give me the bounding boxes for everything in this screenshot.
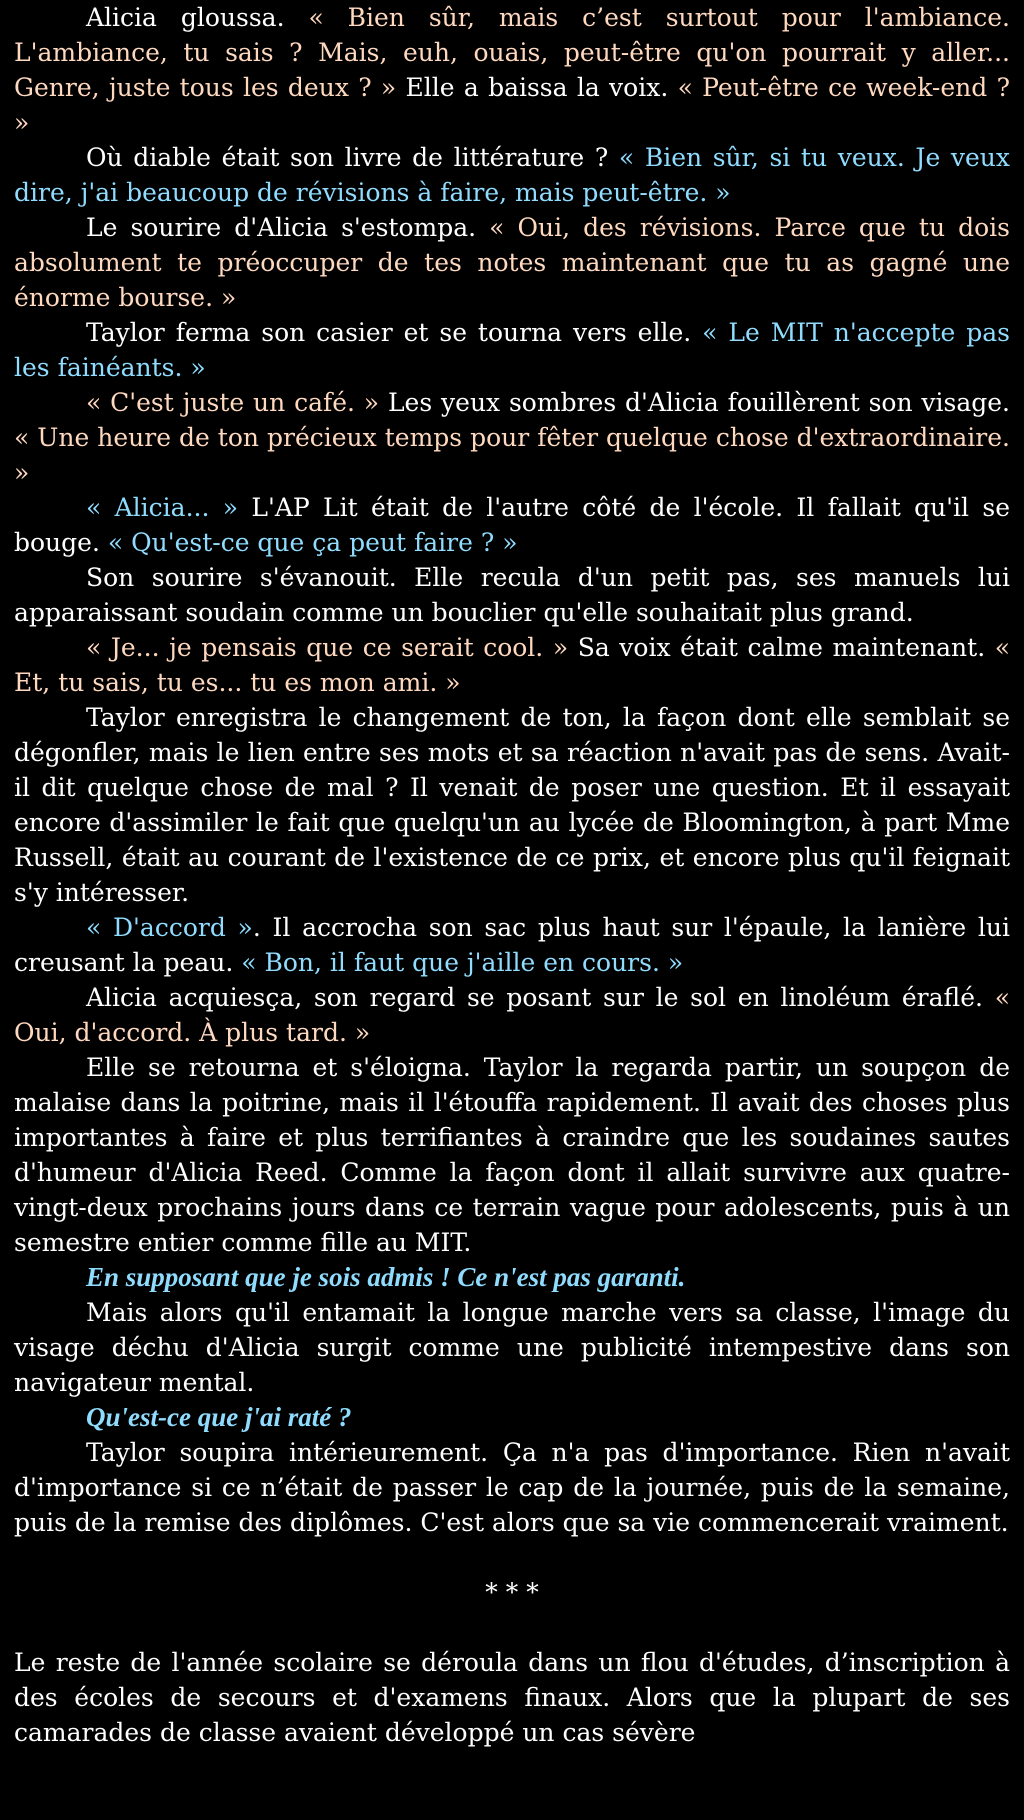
story-paragraph: [14, 140, 1010, 210]
scene-separator: [14, 1575, 1010, 1610]
narration-text: Taylor enregistra le changement de ton, la façon dont elle semblait se dégonfler, mais le lien entre ses mots et sa réaction n'avait pas de sens. Avait-il dit quelque chose de mal ? Il venait de poser une question. Et il essayait encore d'assimiler le fait que quelqu'un au lycée de Bloomington, à part Mme Russell, était au courant de l'existence de ce prix, et encore plus qu'il feignait s'y intéresser.: [14, 703, 1010, 907]
alicia-dialogue: « Oui, d'accord. À plus tard. »: [14, 983, 1010, 1047]
taylor-dialogue: « Alicia... »: [86, 493, 239, 522]
reading-pane: [14, 0, 1010, 1750]
alicia-dialogue: « C'est juste un café. »: [86, 388, 380, 417]
taylor-dialogue: « D'accord »: [86, 913, 253, 942]
alicia-dialogue: « Je... je pensais que ce serait cool. »: [86, 633, 569, 662]
alicia-dialogue: « Et, tu sais, tu es... tu es mon ami. »: [14, 633, 1011, 697]
alicia-dialogue: « Une heure de ton précieux temps pour fêter quelque chose d'extraordinaire. »: [14, 423, 1010, 487]
narration-text: Son sourire s'évanouit. Elle recula d'un petit pas, ses manuels lui apparaissant soudain comme un bouclier qu'elle souhaitait plus grand.: [14, 563, 1010, 627]
taylor-dialogue: En supposant que je sois admis ! Ce n'est pas garanti.: [86, 1262, 686, 1292]
taylor-dialogue: « Bon, il faut que j'aille en cours. »: [241, 948, 684, 977]
narration-text: Taylor ferma son casier et se tourna vers elle.: [86, 318, 703, 347]
narration-text: Le sourire d'Alicia s'estompa.: [86, 213, 490, 242]
inner-thought: [14, 1260, 1010, 1295]
taylor-dialogue: Qu'est-ce que j'ai raté ?: [86, 1402, 352, 1432]
story-paragraph: [14, 700, 1010, 910]
narration-text: Mais alors qu'il entamait la longue marche vers sa classe, l'image du visage déchu d'Alicia surgit comme une publicité intempestive dans son navigateur mental.: [14, 1298, 1010, 1397]
story-paragraph: [14, 315, 1010, 385]
story-paragraph: [14, 0, 1010, 140]
story-paragraph: [14, 1050, 1010, 1260]
narration-text: Les yeux sombres d'Alicia fouillèrent son visage.: [379, 388, 1011, 417]
alicia-dialogue: « Bien sûr, mais c’est surtout pour l'ambiance. L'ambiance, tu sais ? Mais, euh, ouais, peut-être qu'on pourrait y aller... Genre, juste tous les deux ? »: [14, 3, 1010, 102]
story-paragraph: [14, 1435, 1010, 1540]
narration-text: Où diable était son livre de littérature ?: [86, 143, 619, 172]
narration-text: Elle a baissa la voix.: [396, 73, 678, 102]
inner-thought: [14, 1400, 1010, 1435]
story-paragraph: [14, 560, 1010, 630]
taylor-dialogue: « Bien sûr, si tu veux. Je veux dire, j'ai beaucoup de révisions à faire, mais peut-être. »: [14, 143, 1010, 207]
story-paragraph: [14, 385, 1010, 490]
story-paragraph: [14, 910, 1010, 980]
narration-text: Alicia gloussa.: [86, 3, 309, 32]
alicia-dialogue: « Oui, des révisions. Parce que tu dois absolument te préoccuper de tes notes maintenant que tu as gagné une énorme bourse. »: [14, 213, 1010, 312]
story-paragraph: [14, 490, 1010, 560]
taylor-dialogue: « Qu'est-ce que ça peut faire ? »: [107, 528, 518, 557]
narration-text: Taylor soupira intérieurement. Ça n'a pas d'importance. Rien n'avait d'importance si ce n’était de passer le cap de la journée, puis de la semaine, puis de la remise des diplômes. C'est alors que sa vie commencerait vraiment.: [14, 1438, 1010, 1537]
story-paragraph: [14, 980, 1010, 1050]
story-paragraph: [14, 210, 1010, 315]
narration-text: Elle se retourna et s'éloigna. Taylor la regarda partir, un soupçon de malaise dans la poitrine, mais il l'étouffa rapidement. Il avait des choses plus importantes à faire et plus terrifiantes à craindre que les soudaines sautes d'humeur d'Alicia Reed. Comme la façon dont il allait survivre aux quatre-vingt-deux prochains jours dans ce terrain vague pour adolescents, puis à un semestre entier comme fille au MIT.: [14, 1053, 1010, 1257]
narration-text: Alicia acquiesça, son regard se posant sur le sol en linoléum éraflé.: [86, 983, 995, 1012]
taylor-dialogue: « Le MIT n'accepte pas les fainéants. »: [14, 318, 1010, 382]
story-paragraph: [14, 630, 1010, 700]
narration-text: . Il accrocha son sac plus haut sur l'épaule, la lanière lui creusant la peau.: [14, 913, 1010, 977]
narration-text: * * *: [485, 1578, 539, 1607]
narration-text: L'AP Lit était de l'autre côté de l'école. Il fallait qu'il se bouge.: [14, 493, 1010, 557]
story-paragraph: [14, 1295, 1010, 1400]
narration-text: Sa voix était calme maintenant.: [568, 633, 995, 662]
story-paragraph: [14, 1645, 1010, 1750]
alicia-dialogue: « Peut-être ce week-end ? »: [14, 73, 1010, 137]
narration-text: Le reste de l'année scolaire se déroula dans un flou d'études, d’inscription à des écoles de secours et d'examens finaux. Alors que la plupart de ses camarades de classe avaient développé un cas sévère: [14, 1648, 1010, 1747]
